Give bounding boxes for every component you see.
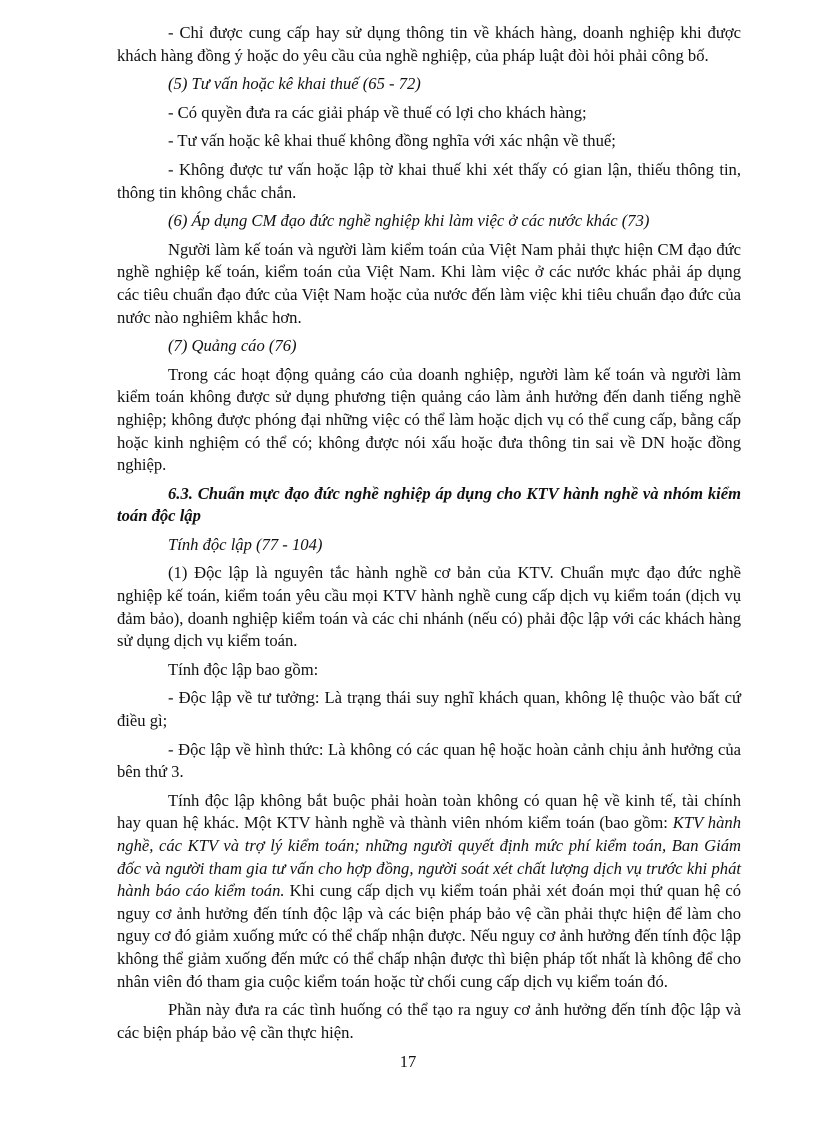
subsection-title: (7) Quảng cáo (76)	[168, 336, 297, 356]
paragraph: - Không được tư vấn hoặc lập tờ khai thuế khi xét thấy có gian lận, thiếu thông tin, thông tin không chắc chắn.	[117, 159, 741, 202]
subsection-title: Tính độc lập (77 - 104)	[168, 534, 323, 554]
paragraph: Phần này đưa ra các tình huống có thể tạo ra nguy cơ ảnh hưởng đến tính độc lập và các biện pháp bảo vệ cần thực hiện.	[117, 1000, 741, 1042]
subsection-title: (6) Áp dụng CM đạo đức nghề nghiệp khi làm việc ở các nước khác (73)	[168, 211, 650, 231]
text-run: Tính độc lập không bắt buộc phải hoàn toàn không có quan hệ về kinh tế, tài chính hay quan hệ khác. Một KTV hành nghề và thành viên nhóm kiểm toán (bao gồm:	[117, 790, 741, 833]
paragraph: Trong các hoạt động quảng cáo của doanh nghiệp, người làm kế toán và người làm kiểm toán không được sử dụng phương tiện quảng cáo làm ảnh hưởng đến danh tiếng nghề nghiệp; không được phóng đại những việc có thể làm hoặc dịch vụ có thể cung cấp, bằng cấp hoặc kinh nghiệm có thể có; không được nói xấu hoặc đưa thông tin sai về DN hoặc đồng nghiệp.	[117, 364, 741, 475]
section-heading: 6.3. Chuẩn mực đạo đức nghề nghiệp áp dụng cho KTV hành nghề và nhóm kiểm toán độc lập	[117, 483, 741, 526]
paragraph: (1) Độc lập là nguyên tắc hành nghề cơ bản của KTV. Chuẩn mực đạo đức nghề nghiệp kế toán, kiểm toán yêu cầu mọi KTV hành nghề cung cấp dịch vụ kiểm toán (dịch vụ đảm bảo), doanh nghiệp kiểm toán và các chi nhánh (nếu có) phải độc lập với các khách hàng sử dụng dịch vụ kiểm toán.	[117, 563, 741, 651]
subsection-title: (5) Tư vấn hoặc kê khai thuế (65 - 72)	[168, 74, 421, 94]
paragraph: Người làm kế toán và người làm kiểm toán của Việt Nam phải thực hiện CM đạo đức nghề nghiệp kế toán, kiểm toán của Việt Nam. Khi làm việc ở các nước khác phải áp dụng các tiêu chuẩn đạo đức của Việt Nam hoặc của nước đến làm việc khi tiêu chuẩn đạo đức của nước nào nghiêm khắc hơn.	[117, 239, 741, 327]
paragraph: - Độc lập về tư tưởng: Là trạng thái suy nghĩ khách quan, không lệ thuộc vào bất cứ điều gì;	[117, 688, 741, 731]
paragraph: - Độc lập về hình thức: Là không có các quan hệ hoặc hoàn cảnh chịu ảnh hưởng của bên thứ 3.	[117, 739, 741, 782]
paragraph: - Tư vấn hoặc kê khai thuế không đồng nghĩa với xác nhận về thuế;	[168, 131, 616, 151]
paragraph: - Có quyền đưa ra các giải pháp về thuế có lợi cho khách hàng;	[168, 102, 587, 122]
page-number: 17	[399, 1052, 417, 1071]
text-run: Khi cung cấp dịch vụ kiểm toán phải xét đoán mọi thứ quan hệ có nguy cơ ảnh hưởng đến tính độc lập và các biện pháp bảo vệ cần phải thực hiện để làm cho nguy cơ đó giảm xuống mức có thể chấp nhận được. Nếu nguy cơ ảnh hưởng đến tính độc lập không thể giảm xuống đến mức có thể chấp nhận được thì biện pháp tốt nhất là không để cho nhân viên đó tham gia cuộc kiểm toán hoặc từ chối cung cấp dịch vụ kiểm toán đó.	[117, 881, 741, 991]
paragraph: - Chỉ được cung cấp hay sử dụng thông tin về khách hàng, doanh nghiệp khi được khách hàng đồng ý hoặc do yêu cầu của nghề nghiệp, của pháp luật đòi hỏi phải công bố.	[117, 23, 741, 65]
paragraph-mixed	[117, 790, 741, 993]
page-body	[117, 22, 741, 1050]
italic-run: KTV hành nghề, các KTV và trợ lý kiểm toán; những người quyết định mức phí kiểm toán, Ban Giám đốc và người tham gia tư vấn cho hợp đồng, người soát xét chất lượng dịch vụ trước khi phát hành báo cáo kiểm toán.	[117, 813, 741, 901]
paragraph: Tính độc lập bao gồm:	[168, 659, 319, 679]
